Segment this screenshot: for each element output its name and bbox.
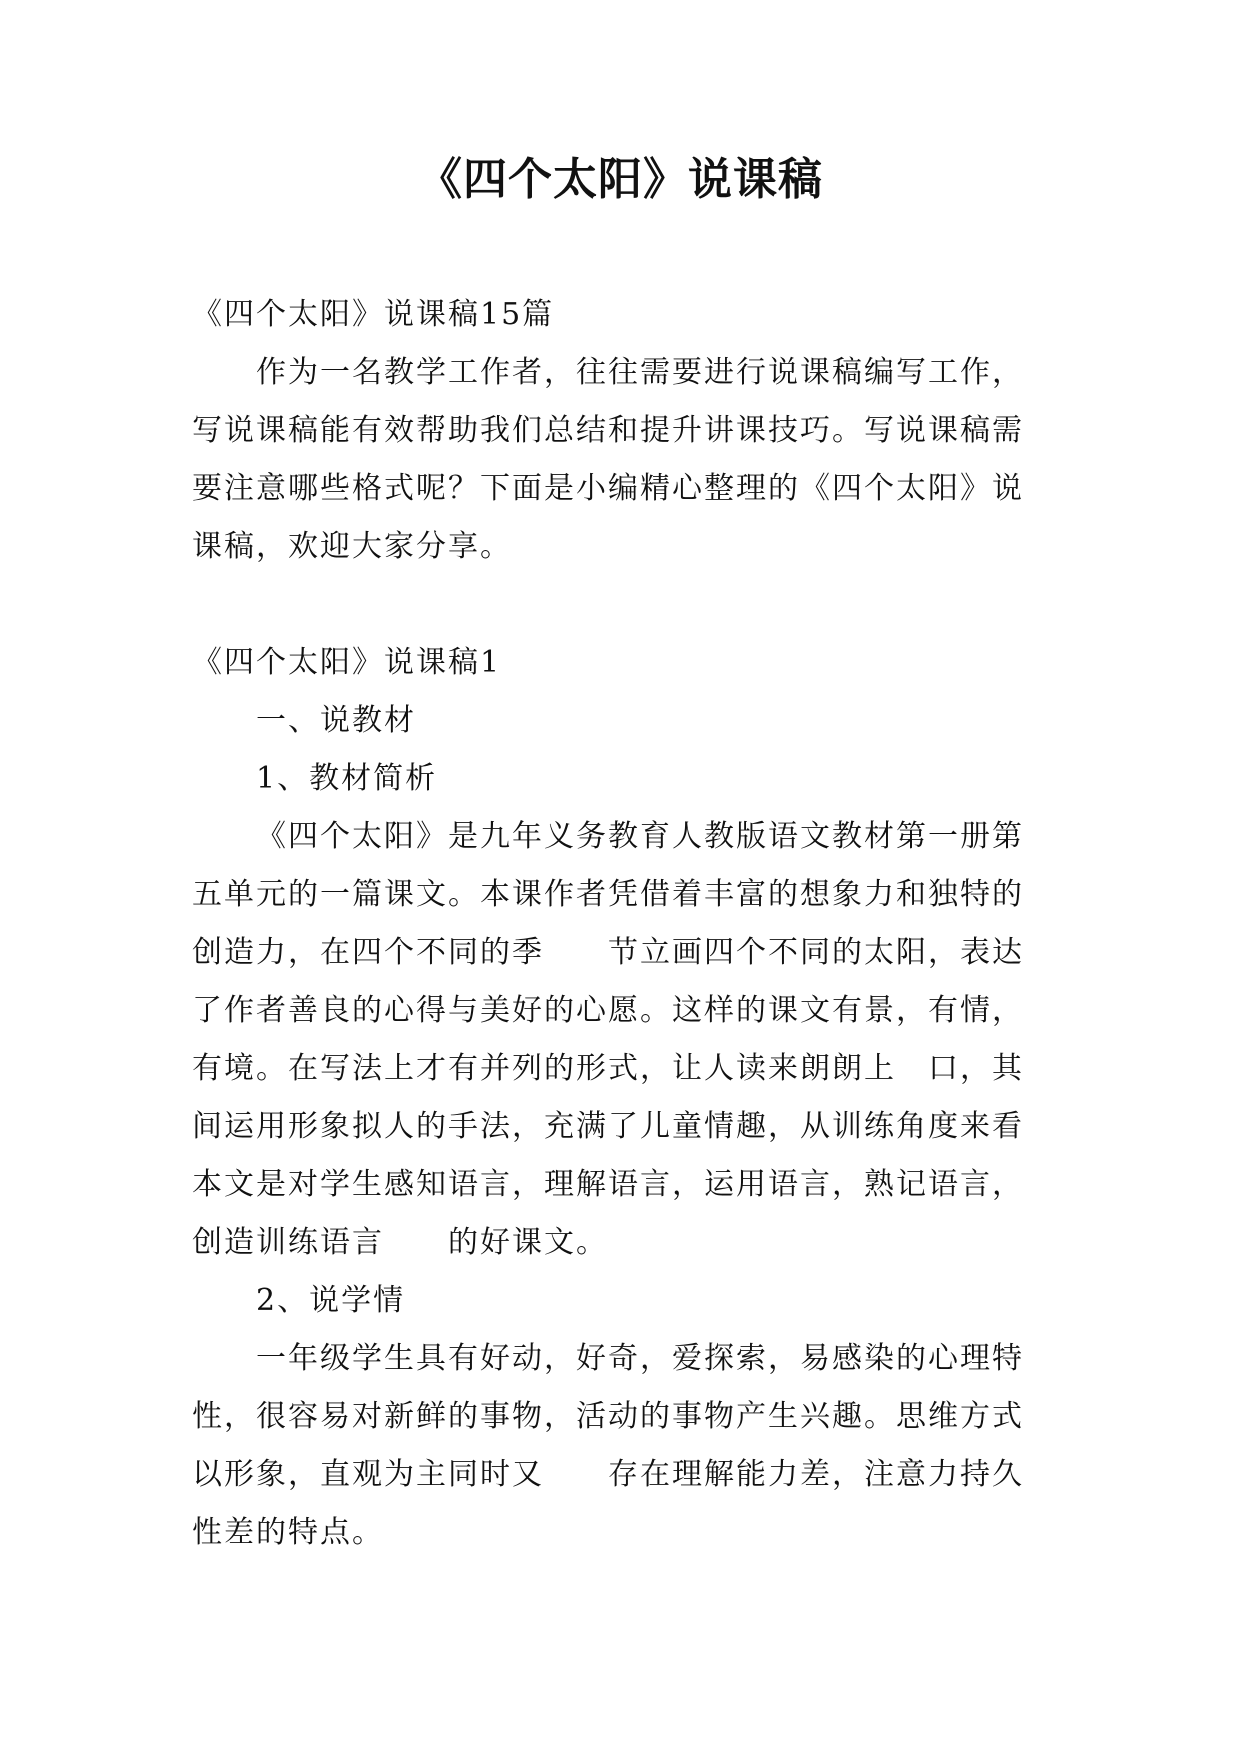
paragraph-line: 课稿，欢迎大家分享。	[192, 529, 512, 564]
paragraph-line: 了作者善良的心得与美好的心愿。这样的课文有景，有情，	[192, 993, 1024, 1028]
paragraph-line: 间运用形象拟人的手法，充满了儿童情趣，从训练角度来看	[192, 1109, 1024, 1144]
heading-level-2: 1、教材简析	[256, 761, 438, 796]
paragraph-line: 要注意哪些格式呢？下面是小编精心整理的《四个太阳》说	[192, 471, 1024, 506]
heading-level-2: 2、说学情	[256, 1283, 406, 1318]
document-title: 《四个太阳》说课稿	[418, 154, 823, 205]
paragraph-line: 有境。在写法上才有并列的形式，让人读来朗朗上 口，其	[192, 1051, 1024, 1086]
paragraph-line: 一年级学生具有好动，好奇，爱探索，易感染的心理特	[256, 1341, 1024, 1376]
paragraph-line: 作为一名教学工作者，往往需要进行说课稿编写工作，	[256, 355, 1024, 390]
heading-level-1: 一、说教材	[256, 703, 416, 738]
paragraph-line: 写说课稿能有效帮助我们总结和提升讲课技巧。写说课稿需	[192, 413, 1024, 448]
paragraph-line: 创造训练语言 的好课文。	[192, 1225, 608, 1260]
paragraph-line: 以形象，直观为主同时又 存在理解能力差，注意力持久	[192, 1457, 1024, 1492]
paragraph-line: 创造力，在四个不同的季 节立画四个不同的太阳，表达	[192, 935, 1024, 970]
document-body	[192, 286, 1058, 1562]
subtitle-line: 《四个太阳》说课稿15篇	[192, 297, 555, 332]
paragraph-line: 《四个太阳》是九年义务教育人教版语文教材第一册第	[256, 819, 1024, 854]
paragraph-line: 本文是对学生感知语言，理解语言，运用语言，熟记语言，	[192, 1167, 1024, 1202]
paragraph-line: 五单元的一篇课文。本课作者凭借着丰富的想象力和独特的	[192, 877, 1024, 912]
blank-line	[192, 576, 1058, 634]
section-heading: 《四个太阳》说课稿1	[192, 645, 502, 680]
paragraph-line: 性差的特点。	[192, 1515, 384, 1550]
paragraph-line: 性，很容易对新鲜的事物，活动的事物产生兴趣。思维方式	[192, 1399, 1024, 1434]
